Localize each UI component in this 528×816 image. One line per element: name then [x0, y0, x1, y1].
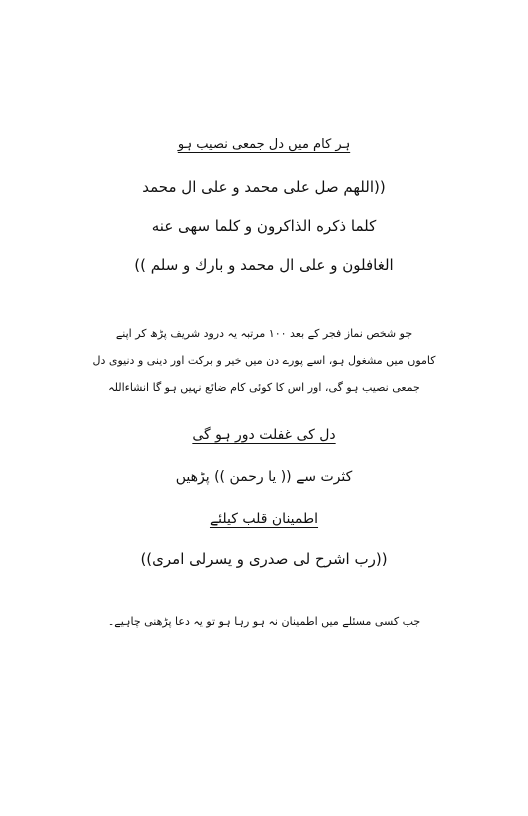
ya-rahman-line: کثرت سے (( یا رحمن )) پڑھیں: [175, 469, 353, 485]
fazilat-line-2: کاموں میں مشغول ہو، اسے پورے دن میں خیر و برکت اور دینی و دنیوی دل: [92, 354, 436, 367]
durood-line-3: الغافلون و على ال محمد و بارك و سلم )): [134, 256, 394, 274]
heading-ghaflat: دل کی غفلت دور ہو گی: [192, 427, 336, 443]
rabbish-rah-dua: ((رب اشرح لی صدری و یسرلی امری)): [140, 550, 388, 568]
durood-line-1: ((اللهم صل على محمد و على ال محمد: [142, 178, 386, 196]
durood-line-2: كلما ذكره الذاكرون و كلما سهى عنه: [151, 217, 377, 235]
heading-dil-jamii: ہر کام میں دل جمعی نصیب ہو: [177, 137, 351, 152]
heading-itminan: اطمینان قلب کیلئے: [209, 511, 319, 527]
itminan-note: جب کسی مسئلے میں اطمینان نہ ہو رہا ہو تو یہ دعا پڑھنی چاہیے۔: [107, 615, 421, 628]
fazilat-line-3: جمعی نصیب ہو گی، اور اس کا کوئی کام ضائع نہیں ہو گا انشاءاللہ: [108, 381, 420, 394]
fazilat-line-1: جو شخص نماز فجر کے بعد ۱۰۰ مرتبہ یہ درود شریف پڑھ کر اپنے: [115, 327, 413, 340]
